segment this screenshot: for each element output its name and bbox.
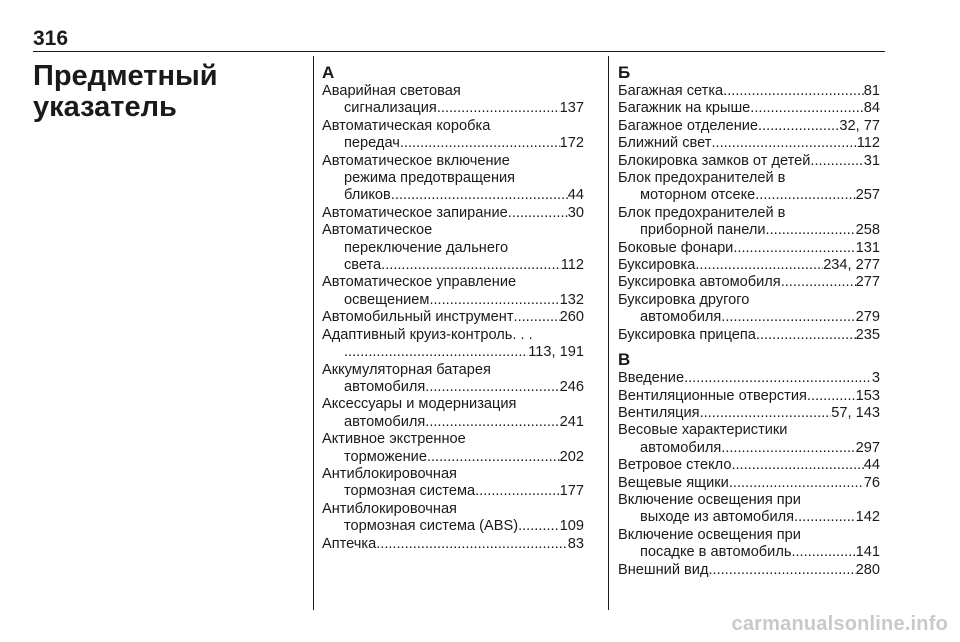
entry-text: Включение освещения при (618, 526, 801, 543)
page-reference: 279 (855, 309, 880, 326)
entry-term: Ветровое стекло (618, 457, 732, 474)
dot-leader (755, 187, 855, 204)
dot-leader (429, 292, 559, 309)
entry-term: Боковые фонари (618, 239, 734, 256)
entry-leader-line (618, 388, 880, 405)
entry-text: переключение дальнего (344, 239, 509, 256)
index-entry (618, 457, 880, 474)
entry-term: сигнализация (344, 100, 437, 117)
entry-leader-line (322, 414, 584, 431)
entry-text: режима предотвращения (344, 170, 516, 187)
entry-term: тормозная система (ABS) (344, 518, 519, 535)
entry-term: Буксировка прицепа (618, 326, 756, 343)
dot-leader (721, 309, 855, 326)
dot-leader (391, 187, 568, 204)
dot-leader (695, 257, 823, 274)
page-reference: 30 (567, 204, 584, 221)
entry-leader-line (618, 257, 880, 274)
section-letter: Б (618, 63, 631, 82)
index-entry (618, 100, 880, 117)
index-entry (618, 240, 880, 257)
column-divider-1 (313, 56, 314, 610)
entry-text: Блок предохранителей в (618, 170, 786, 187)
entry-term: Вещевые ящики (618, 474, 729, 491)
page-reference: 241 (559, 413, 584, 430)
entry-text: Аксессуары и модернизация (322, 396, 517, 413)
section-letter: А (322, 63, 335, 82)
entry-term: автомобиля (344, 378, 426, 395)
entry-term: автомобиля (344, 413, 426, 430)
index-entry (618, 492, 880, 527)
page-reference: 172 (559, 135, 584, 152)
entry-text: Активное экстренное (322, 431, 466, 448)
page-reference: 44 (863, 457, 880, 474)
dot-leader (729, 475, 864, 492)
page-reference: 234, 277 (823, 257, 880, 274)
page-reference: 177 (559, 483, 584, 500)
entry-term: Буксировка (618, 257, 696, 274)
index-entry (322, 153, 584, 205)
entry-leader-line (618, 153, 880, 170)
page-reference: 297 (855, 439, 880, 456)
entry-text: Весовые характеристики (618, 422, 788, 439)
dot-leader (766, 222, 856, 239)
index-entry (618, 118, 880, 135)
entry-term: Багажное отделение (618, 117, 759, 134)
page-reference: 153 (855, 387, 880, 404)
index-entry (322, 83, 584, 118)
entry-leader-line (618, 440, 880, 457)
page-reference: 280 (855, 561, 880, 578)
page-reference: 32, 77 (839, 117, 880, 134)
entry-text: Автоматическое (322, 222, 433, 239)
index-entry (322, 362, 584, 397)
entry-term: света (344, 257, 382, 274)
entry-leader-line (618, 118, 880, 135)
entry-term: Буксировка автомобиля (618, 274, 781, 291)
page-reference: 83 (567, 535, 584, 552)
page-reference: 84 (863, 100, 880, 117)
entry-leader-line (322, 205, 584, 222)
entry-leader-line (322, 536, 584, 553)
entry-term: Вентиляция (618, 404, 700, 421)
entry-leader-line (618, 562, 880, 579)
entry-term: выходе из автомобиля (640, 509, 795, 526)
index-entry (618, 370, 880, 387)
index-entry (322, 205, 584, 222)
entry-term: моторном отсеке (640, 187, 756, 204)
index-entry (618, 405, 880, 422)
entry-leader-line (322, 257, 584, 274)
page-reference: 81 (863, 83, 880, 99)
page-reference: 202 (559, 448, 584, 465)
page-reference: 112 (856, 135, 880, 152)
index-entry (618, 135, 880, 152)
dot-leader (344, 344, 528, 361)
entry-term: торможение (344, 448, 427, 465)
entry-leader-line (322, 292, 584, 309)
dot-leader (723, 83, 864, 100)
index-entry (618, 388, 880, 405)
index-entry (618, 205, 880, 240)
page-reference: 257 (855, 187, 880, 204)
header-rule (33, 51, 885, 52)
entry-leader-line (618, 100, 880, 117)
entry-leader-line (322, 483, 584, 500)
entry-text: Автоматическое включение (322, 152, 510, 169)
dot-leader (437, 100, 560, 117)
dot-leader (425, 414, 559, 431)
dot-leader (791, 544, 855, 561)
entry-leader-line (618, 135, 880, 152)
page-reference: 260 (559, 309, 584, 326)
index-entry (322, 118, 584, 153)
index-entry (322, 536, 584, 553)
entry-term: Багажник на крыше (618, 100, 751, 117)
dot-leader (781, 274, 856, 291)
page-reference: 235 (855, 326, 880, 343)
entry-term: посадке в автомобиль (640, 544, 792, 561)
entry-leader-line (322, 187, 584, 204)
index-entry (618, 170, 880, 205)
entry-leader-line (618, 327, 880, 344)
dot-leader (400, 135, 560, 152)
entry-term: автомобиля (640, 439, 722, 456)
dot-leader (711, 135, 856, 152)
dot-leader (475, 483, 560, 500)
index-entry (322, 501, 584, 536)
index-entry (322, 274, 584, 309)
entry-leader-line (322, 379, 584, 396)
dot-leader (810, 153, 863, 170)
entry-leader-line (322, 309, 584, 326)
entry-leader-line (618, 457, 880, 474)
index-entry (322, 466, 584, 501)
entry-text: Адаптивный круиз-контроль. . . (322, 326, 533, 343)
index-entry (618, 274, 880, 291)
entry-leader-line (618, 370, 880, 387)
dot-leader (518, 518, 560, 535)
entry-leader-line (618, 544, 880, 561)
entry-text: Блок предохранителей в (618, 204, 786, 221)
page-reference: 3 (871, 370, 880, 387)
index-entry (618, 83, 880, 100)
entry-term: Ближний свет (618, 135, 712, 152)
page-reference: 132 (559, 291, 584, 308)
entry-term: Багажная сетка (618, 83, 724, 99)
index-entry (322, 327, 584, 362)
page-reference: 44 (567, 187, 584, 204)
dot-leader (708, 562, 855, 579)
entry-leader-line (322, 344, 584, 361)
dot-leader (794, 509, 856, 526)
entry-term: Введение (618, 370, 685, 387)
index-entry (322, 222, 584, 274)
entry-leader-line (618, 405, 880, 422)
dot-leader (807, 388, 856, 405)
dot-leader (381, 257, 561, 274)
entry-text: Автоматическая коробка (322, 117, 491, 134)
index-entry (618, 292, 880, 327)
entry-leader-line (618, 83, 880, 100)
entry-leader-line (618, 509, 880, 526)
entry-leader-line (618, 222, 880, 239)
entry-text: Антиблокировочная (322, 500, 457, 517)
page-reference: 76 (863, 474, 880, 491)
index-entry (322, 396, 584, 431)
dot-leader (756, 327, 856, 344)
dot-leader (508, 205, 568, 222)
entry-term: передач (344, 135, 400, 152)
entry-term: приборной панели (640, 222, 766, 239)
entry-text: Включение освещения при (618, 491, 801, 508)
index-entry (618, 422, 880, 457)
entry-leader-line (322, 449, 584, 466)
page-reference: 31 (863, 152, 880, 169)
entry-text: Аккумуляторная батарея (322, 361, 491, 378)
page-reference: 258 (855, 222, 880, 239)
entry-term: Автоматическое запирание (322, 204, 508, 221)
page-number: 316 (33, 27, 69, 50)
entry-leader-line (322, 100, 584, 117)
index-entry (322, 309, 584, 326)
page-reference: 141 (855, 544, 880, 561)
entry-term: освещением (344, 291, 430, 308)
index-entry (322, 431, 584, 466)
index-entry (618, 257, 880, 274)
dot-leader (425, 379, 559, 396)
page-reference: 113, 191 (528, 344, 584, 361)
section-letter: В (618, 350, 631, 370)
page-reference: 246 (559, 378, 584, 395)
dot-leader (700, 405, 832, 422)
entry-text: Автоматическое управление (322, 274, 517, 291)
page-reference: 112 (560, 257, 584, 274)
entry-term: Блокировка замков от детей (618, 152, 811, 169)
dot-leader (750, 100, 863, 117)
entry-leader-line (618, 309, 880, 326)
dot-leader (684, 370, 872, 387)
index-column-2 (618, 63, 880, 579)
entry-leader-line (618, 240, 880, 257)
index-column-1 (322, 63, 584, 553)
index-entry (618, 562, 880, 579)
dot-leader (376, 536, 568, 553)
entry-text: Аварийная световая (322, 83, 461, 99)
entry-text: Антиблокировочная (322, 465, 457, 482)
entry-term: тормозная система (344, 483, 476, 500)
page-reference: 109 (559, 518, 584, 535)
dot-leader (731, 457, 863, 474)
dot-leader (514, 309, 560, 326)
entry-leader-line (618, 274, 880, 291)
entry-leader-line (618, 475, 880, 492)
entry-term: Внешний вид (618, 561, 709, 578)
page-title: Предметный указатель (33, 60, 218, 123)
index-entry (618, 527, 880, 562)
entry-term: Вентиляционные отверстия (618, 387, 807, 404)
page-reference: 137 (559, 100, 584, 117)
index-entry (618, 153, 880, 170)
entry-term: Аптечка (322, 535, 377, 552)
entry-leader-line (322, 518, 584, 535)
page-reference: 131 (855, 239, 880, 256)
column-divider-2 (608, 56, 609, 610)
dot-leader (758, 118, 839, 135)
index-entry (618, 475, 880, 492)
index-entry (618, 327, 880, 344)
entry-term: автомобиля (640, 309, 722, 326)
watermark: carmanualsonline.info (731, 613, 948, 635)
page-reference: 142 (855, 509, 880, 526)
entry-term: бликов (344, 187, 391, 204)
entry-leader-line (618, 187, 880, 204)
dot-leader (721, 440, 855, 457)
dot-leader (733, 240, 855, 257)
entry-text: Буксировка другого (618, 291, 750, 308)
entry-term: Автомобильный инструмент (322, 309, 514, 326)
page-reference: 277 (855, 274, 880, 291)
page-reference: 57, 143 (831, 404, 880, 421)
dot-leader (427, 449, 560, 466)
entry-leader-line (322, 135, 584, 152)
